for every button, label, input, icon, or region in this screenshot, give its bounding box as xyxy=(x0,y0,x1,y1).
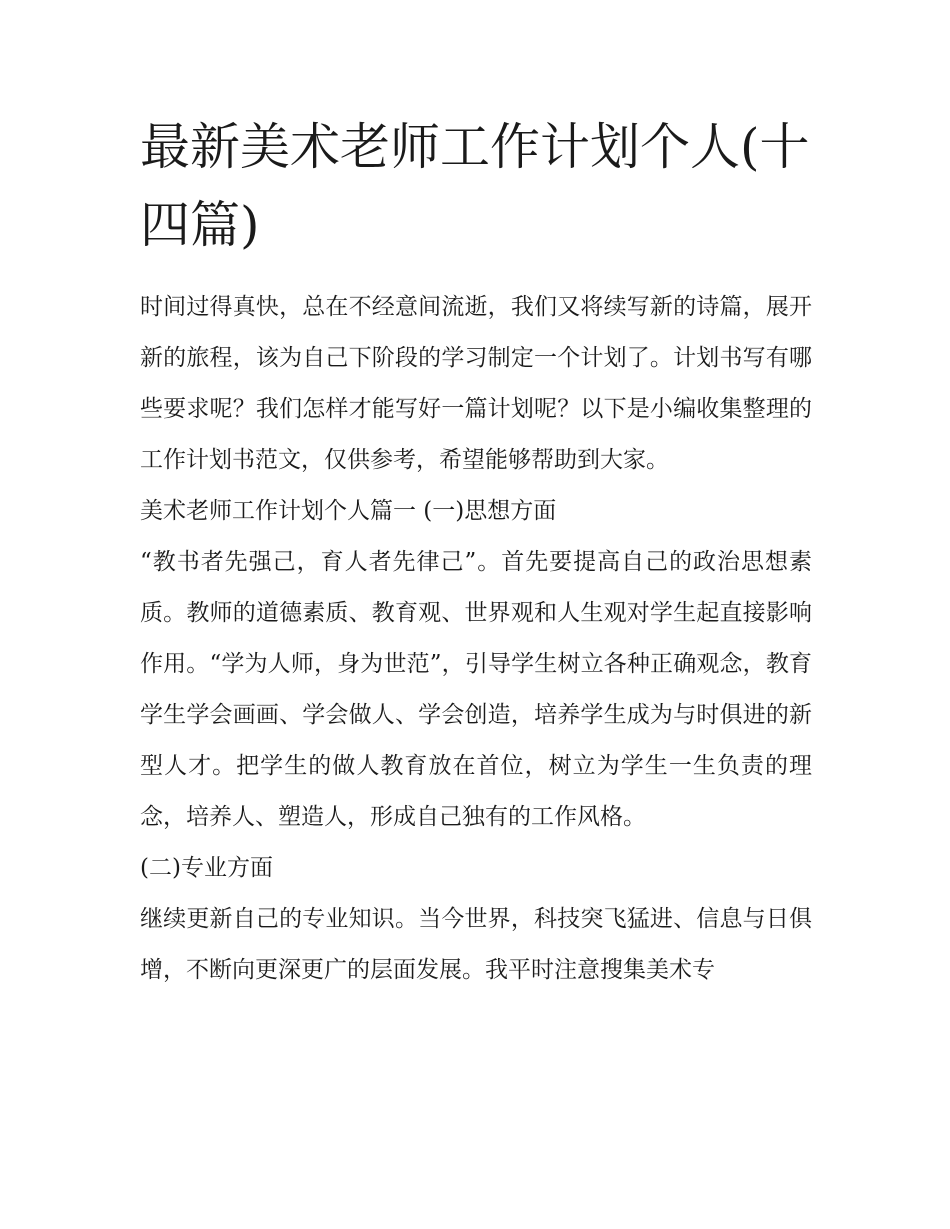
professional-paragraph: 继续更新自己的专业知识。当今世界，科技突飞猛进、信息与日俱增，不断向更深更广的层面发展。我平时注意搜集美术专 xyxy=(140,906,812,983)
section-heading-professional: (二)专业方面 xyxy=(140,855,273,881)
document-page xyxy=(140,108,812,996)
thought-paragraph: “教书者先强己，育人者先律己”。首先要提高自己的政治思想素质。教师的道德素质、教育观、世界观和人生观对学生起直接影响作用。“学为人师，身为世范”，引导学生树立各种正确观念，教育学生学会画画、学会做人、学会创造，培养学生成为与时俱进的新型人才。把学生的做人教育放在首位，树立为学生一生负责的理念，培养人、塑造人，形成自己独有的工作风格。 xyxy=(140,549,812,830)
section-heading-thought: 美术老师工作计划个人篇一 (一)思想方面 xyxy=(140,498,557,524)
document-title: 最新美术老师工作计划个人(十四篇) xyxy=(140,118,810,254)
intro-paragraph: 时间过得真快，总在不经意间流逝，我们又将续写新的诗篇，展开新的旅程，该为自己下阶段的学习制定一个计划了。计划书写有哪些要求呢？我们怎样才能写好一篇计划呢？以下是小编收集整理的工作计划书范文，仅供参考，希望能够帮助到大家。 xyxy=(140,294,812,473)
document-body xyxy=(140,282,812,996)
